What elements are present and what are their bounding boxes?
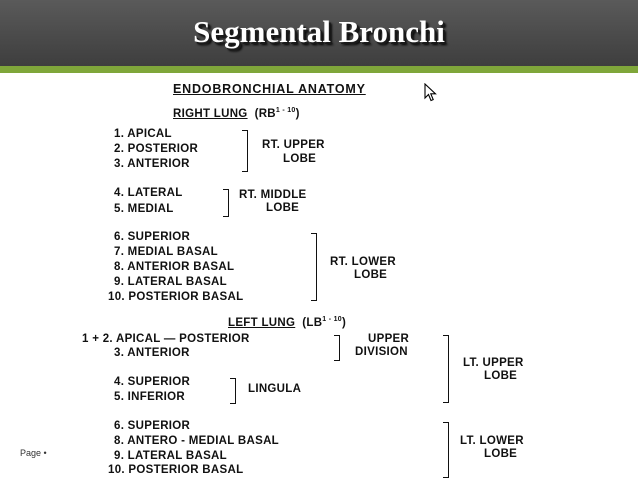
bracket-rt-lower <box>311 233 317 301</box>
left-lung-code: (LB <box>302 316 323 329</box>
label-lt-lower-1: LT. LOWER <box>460 435 524 447</box>
list-item: 10. POSTERIOR BASAL <box>108 291 244 303</box>
label-lt-upper-1: LT. UPPER <box>463 357 524 369</box>
bracket-upper-division <box>334 335 340 361</box>
label-lt-upper-2: LOBE <box>484 370 518 382</box>
list-item: 6. SUPERIOR <box>114 420 191 432</box>
figure-heading: ENDOBRONCHIAL ANATOMY <box>173 82 366 96</box>
list-item: 3. ANTERIOR <box>114 158 190 170</box>
left-lung-heading <box>228 316 346 329</box>
bracket-lt-upper <box>443 335 449 403</box>
bracket-rt-middle <box>223 189 229 217</box>
label-rt-lower-2: LOBE <box>354 269 388 281</box>
label-rt-lower-1: RT. LOWER <box>330 256 396 268</box>
list-item: 10. POSTERIOR BASAL <box>108 464 244 476</box>
list-item: 5. INFERIOR <box>114 391 186 403</box>
list-item: 8. ANTERIOR BASAL <box>114 261 235 273</box>
left-lung-title: LEFT LUNG <box>228 316 296 329</box>
list-item: 2. POSTERIOR <box>114 143 199 155</box>
right-lung-code: (RB <box>254 107 276 120</box>
right-lung-code-end: ) <box>295 107 300 120</box>
label-upper-division-2: DIVISION <box>355 346 408 358</box>
anatomy-figure <box>0 73 638 479</box>
list-item: 4. LATERAL <box>114 187 183 199</box>
label-lingula: LINGULA <box>248 383 302 395</box>
bracket-lingula <box>230 378 236 404</box>
list-item: 9. LATERAL BASAL <box>114 450 227 462</box>
list-item: 1 + 2. APICAL — POSTERIOR <box>82 333 250 345</box>
slide-title: Segmental Bronchi <box>193 14 445 49</box>
bracket-lt-lower <box>443 422 449 478</box>
right-lung-heading <box>173 107 300 120</box>
label-rt-middle-2: LOBE <box>266 202 300 214</box>
label-upper-division-1: UPPER <box>368 333 410 345</box>
right-lung-code-sup: 1 - 10 <box>275 107 296 114</box>
label-rt-upper-1: RT. UPPER <box>262 139 325 151</box>
label-lt-lower-2: LOBE <box>484 448 518 460</box>
list-item: 8. ANTERO - MEDIAL BASAL <box>114 435 280 447</box>
list-item: 7. MEDIAL BASAL <box>114 246 218 258</box>
page-number-label: Page • <box>20 448 47 458</box>
mouse-pointer-icon <box>424 83 438 103</box>
left-lung-code-end: ) <box>342 316 347 329</box>
list-item: 5. MEDIAL <box>114 203 174 215</box>
list-item: 4. SUPERIOR <box>114 376 191 388</box>
bracket-rt-upper <box>242 130 248 172</box>
header-accent-bar <box>0 66 638 73</box>
label-rt-upper-2: LOBE <box>283 153 317 165</box>
label-rt-middle-1: RT. MIDDLE <box>239 189 307 201</box>
list-item: 1. APICAL <box>114 128 172 140</box>
list-item: 6. SUPERIOR <box>114 231 191 243</box>
right-lung-title: RIGHT LUNG <box>173 107 248 120</box>
list-item: 3. ANTERIOR <box>114 347 190 359</box>
left-lung-code-sup: 1 - 10 <box>322 316 342 323</box>
list-item: 9. LATERAL BASAL <box>114 276 227 288</box>
